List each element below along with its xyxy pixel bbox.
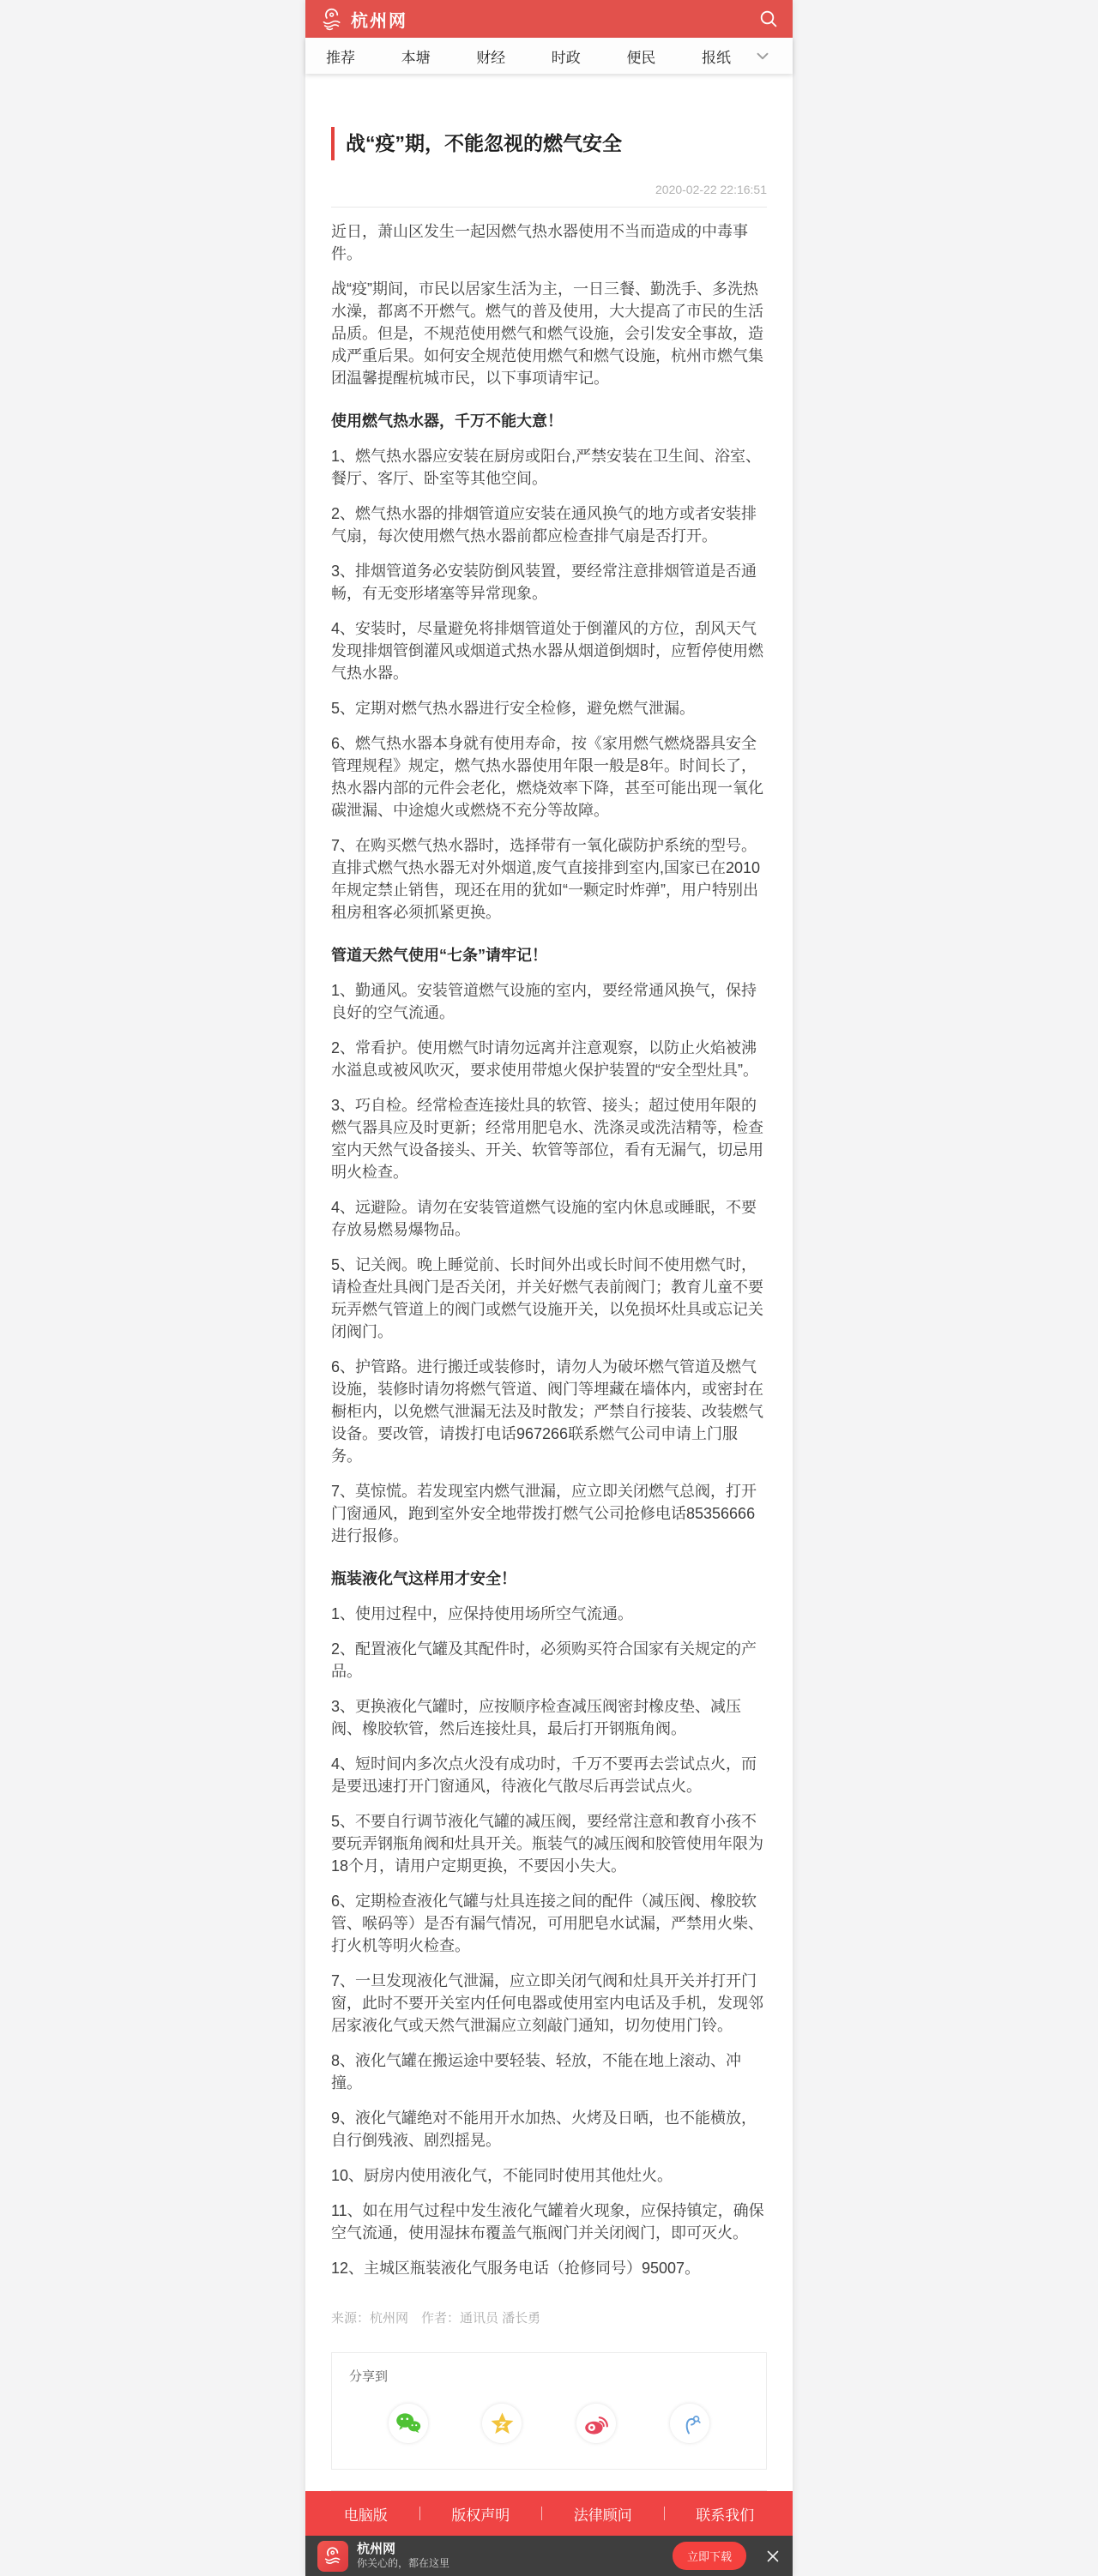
app-icon bbox=[317, 2541, 348, 2572]
article-paragraph: 7、一旦发现液化气泄漏，应立即关闭气阀和灶具开关并打开门窗，此时不要开关室内任何电器或使用室内电话及手机，发现邻居家液化气或天然气泄漏应立刻敲门通知，切勿使用门铃。 bbox=[331, 1972, 763, 2035]
footer-separator bbox=[419, 2507, 420, 2520]
nav-tab-5[interactable]: 便民 bbox=[626, 49, 656, 66]
article-paragraph: 12、主城区瓶装液化气服务电话（抢修同号）95007。 bbox=[331, 2260, 701, 2278]
article-paragraph: 6、定期检查液化气罐与灶具连接之间的配件（减压阀、橡胶软管、喉码等）是否有漏气情况，可用肥皂水试漏，严禁用火柴、打火机等明火检查。 bbox=[331, 1893, 763, 1955]
nav-bar bbox=[305, 38, 793, 74]
footer-link-1[interactable]: 电脑版 bbox=[343, 2507, 388, 2524]
section-heading: 管道天然气使用“七条”请牢记！ bbox=[331, 947, 547, 965]
title-block bbox=[331, 127, 767, 160]
search-icon[interactable] bbox=[758, 9, 779, 29]
page-title: 战“疫”期，不能忽视的燃气安全 bbox=[346, 132, 622, 154]
article-paragraph: 3、巧自检。经常检查连接灶具的软管、接头；超过使用年限的燃气器具应及时更新；经常用肥皂水、洗涤灵或洗洁精等，检查室内天然气设备接头、开关、软管等部位，看有无漏气，切忌用明火检查。 bbox=[331, 1097, 763, 1182]
nav-tab-2[interactable]: 本塘 bbox=[401, 49, 431, 66]
article-paragraph: 1、燃气热水器应安装在厨房或阳台,严禁安装在卫生间、浴室、餐厅、客厅、卧室等其他空间。 bbox=[331, 448, 762, 488]
article-paragraph: 2、常看护。使用燃气时请勿远离并注意观察，以防止火焰被沸水溢息或被风吹灭，要求使用带熄火保护装置的“安全型灶具”。 bbox=[331, 1039, 758, 1080]
section-heading: 瓶装液化气这样用才安全！ bbox=[331, 1570, 516, 1588]
article-paragraph: 7、莫惊慌。若发现室内燃气泄漏，应立即关闭燃气总阀，打开门窗通风，跑到室外安全地带拨打燃气公司抢修电话85356666进行报修。 bbox=[331, 1483, 757, 1545]
article-paragraph: 1、使用过程中，应保持使用场所空气流通。 bbox=[331, 1605, 634, 1623]
footer-links-bar bbox=[305, 2491, 793, 2536]
article-paragraph: 2、燃气热水器的排烟管道应安装在通风换气的地方或者安装排气扇，每次使用燃气热水器前都应检查排气扇是否打开。 bbox=[331, 505, 757, 545]
chevron-down-icon[interactable] bbox=[753, 46, 772, 65]
article-body bbox=[331, 220, 767, 2279]
article-paragraph: 6、燃气热水器本身就有使用寿命，按《家用燃气燃烧器具安全管理规程》规定，燃气热水器使用年限一般是8年。时间长了，热水器内部的元件会老化，燃烧效率下降，甚至可能出现一氧化碳泄漏、中途熄火或燃烧不充分等故障。 bbox=[331, 735, 763, 820]
publish-date: 2020-02-22 22:16:51 bbox=[655, 183, 767, 197]
article-paragraph: 8、液化气罐在搬运途中要轻装、轻放，不能在地上滚动、冲撞。 bbox=[331, 2052, 742, 2092]
footer-link-2[interactable]: 版权声明 bbox=[451, 2507, 510, 2524]
nav-tab-6[interactable]: 报纸 bbox=[701, 49, 731, 66]
section-heading: 使用燃气热水器，千万不能大意！ bbox=[331, 412, 563, 430]
nav-tab-1[interactable]: 推荐 bbox=[326, 49, 355, 66]
source-line: 来源：杭州网 作者：通讯员 潘长勇 bbox=[331, 2311, 541, 2326]
nav-tab-3[interactable]: 财经 bbox=[476, 49, 506, 66]
app-banner-subtitle: 你关心的，都在这里 bbox=[357, 2557, 450, 2570]
article-paragraph: 4、短时间内多次点火没有成功时，千万不要再去尝试点火，而是要迅速打开门窗通风，待液化气散尽后再尝试点火。 bbox=[331, 1755, 757, 1796]
nav-tab-4[interactable]: 时政 bbox=[551, 49, 581, 66]
article-paragraph: 5、定期对燃气热水器进行安全检修，避免燃气泄漏。 bbox=[331, 700, 696, 718]
blue-share-icon[interactable] bbox=[670, 2404, 709, 2443]
wechat-icon[interactable] bbox=[389, 2404, 428, 2443]
article-paragraph: 6、护管路。进行搬迁或装修时，请勿人为破坏燃气管道及燃气设施，装修时请勿将燃气管道、阀门等埋藏在墙体内，或密封在橱柜内，以免燃气泄漏无法及时散发；严禁自行接装、改装燃气设备。要改管，请拨打电话967266联系燃气公司申请上门服务。 bbox=[331, 1358, 763, 1466]
site-header bbox=[305, 0, 793, 38]
article-paragraph: 1、勤通风。安装管道燃气设施的室内，要经常通风换气，保持良好的空气流通。 bbox=[331, 982, 757, 1022]
app-banner-text bbox=[357, 2542, 449, 2571]
article-paragraph: 战“疫”期间，市民以居家生活为主，一日三餐、勤洗手、多洗热水澡，都离不开燃气。燃气的普及使用，大大提高了市民的生活品质。但是，不规范使用燃气和燃气设施，会引发安全事故，造成严重后果。如何安全规范使用燃气和燃气设施，杭州市燃气集团温馨提醒杭城市民，以下事项请牢记。 bbox=[331, 280, 763, 388]
app-download-banner bbox=[305, 2536, 793, 2576]
share-label: 分享到 bbox=[349, 2369, 389, 2385]
article-paragraph: 5、不要自行调节液化气罐的减压阀，要经常注意和教育小孩不要玩弄钢瓶角阀和灶具开关。瓶装气的减压阀和胶管使用年限为18个月，请用户定期更换，不要因小失大。 bbox=[331, 1813, 763, 1875]
divider bbox=[331, 207, 767, 208]
article-paragraph: 近日，萧山区发生一起因燃气热水器使用不当而造成的中毒事件。 bbox=[331, 223, 748, 263]
footer-separator bbox=[541, 2507, 542, 2520]
hangzhou-net-swirl-icon bbox=[319, 7, 345, 31]
nav-tabs bbox=[326, 45, 731, 67]
footer-link-4[interactable]: 联系我们 bbox=[696, 2507, 755, 2524]
footer-link-3[interactable]: 法律顾问 bbox=[573, 2507, 632, 2524]
article-paragraph: 2、配置液化气罐及其配件时，必须购买符合国家有关规定的产品。 bbox=[331, 1640, 757, 1681]
article-paragraph: 7、在购买燃气热水器时，选择带有一氧化碳防护系统的型号。直排式燃气热水器无对外烟道,废气直接排到室内,国家已在2010年规定禁止销售，现还在用的犹如“一颗定时炸弹”，用户特别出租房租客必须抓紧更换。 bbox=[331, 837, 761, 922]
article-paragraph: 3、更换液化气罐时，应按顺序检查减压阀密封橡皮垫、减压阀、橡胶软管，然后连接灶具，最后打开钢瓶角阀。 bbox=[331, 1698, 742, 1738]
share-card bbox=[331, 2352, 767, 2470]
article-paragraph: 4、安装时，尽量避免将排烟管道处于倒灌风的方位，刮风天气发现排烟管倒灌风或烟道式热水器从烟道倒烟时，应暂停使用燃气热水器。 bbox=[331, 620, 763, 683]
weibo-icon[interactable] bbox=[576, 2404, 616, 2443]
article-paragraph: 10、厨房内使用液化气，不能同时使用其他灶火。 bbox=[331, 2167, 673, 2185]
article-content bbox=[305, 74, 793, 2470]
article-paragraph: 4、远避险。请勿在安装管道燃气设施的室内休息或睡眠，不要存放易燃易爆物品。 bbox=[331, 1199, 757, 1239]
app-banner-title: 杭州网 bbox=[357, 2541, 396, 2556]
download-button[interactable]: 立即下载 bbox=[673, 2542, 746, 2570]
qzone-icon[interactable] bbox=[482, 2404, 522, 2443]
site-logo[interactable] bbox=[319, 7, 407, 32]
footer-separator bbox=[664, 2507, 665, 2520]
site-logo-text: 杭州网 bbox=[351, 11, 407, 31]
share-icons-row bbox=[349, 2404, 749, 2443]
article-paragraph: 3、排烟管道务必安装防倒风装置，要经常注意排烟管道是否通畅，有无变形堵塞等异常现象。 bbox=[331, 563, 757, 603]
article-paragraph: 11、如在用气过程中发生液化气罐着火现象，应保持镇定，确保空气流通，使用湿抹布覆盖气瓶阀门并关闭阀门，即可灭火。 bbox=[331, 2202, 764, 2242]
article-paragraph: 9、液化气罐绝对不能用开水加热、火烤及日晒，也不能横放，自行倒残液、剧烈摇晃。 bbox=[331, 2110, 757, 2150]
article-paragraph: 5、记关阀。晚上睡觉前、长时间外出或长时间不使用燃气时，请检查灶具阀门是否关闭，并关好燃气表前阀门；教育儿童不要玩弄燃气管道上的阀门或燃气设施开关，以免损坏灶具或忘记关闭阀门。 bbox=[331, 1256, 763, 1341]
close-icon[interactable] bbox=[765, 2549, 781, 2564]
page-column bbox=[305, 0, 793, 2576]
